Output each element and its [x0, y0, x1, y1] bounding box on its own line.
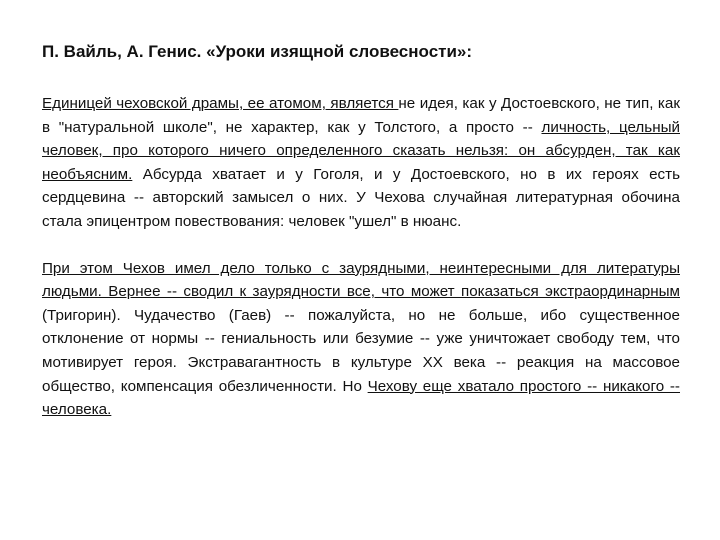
paragraph-2 [42, 257, 680, 422]
paragraph-1-segment-3: личность, цельный человек, про которого ничего определенного сказать нельзя: он абсурден, так как необъясним. [42, 118, 680, 183]
slide-title: П. Вайль, А. Генис. «Уроки изящной словесности»: [42, 42, 473, 61]
paragraph-1 [42, 92, 680, 234]
paragraph-2-segment-3: Чехову еще хватало простого -- никакого -- человека. [42, 377, 680, 419]
paragraph-1-segment-2: не идея, как у Достоевского, не тип, как в "натуральной школе", не характер, как у Толстого, а просто -- [42, 95, 680, 136]
paragraph-1-segment-4: Абсурда хватает и у Гоголя, и у Достоевского, но в их героях есть сердцевина -- авторский замысел о них. У Чехова случайная литературная обочина стала эпицентром повествования: человек "ушел" в нюанс. [42, 165, 680, 230]
paragraph-2-segment-1: При этом Чехов имел дело только с заурядными, неинтересными для литературы людьми. Вернее -- сводил к заурядности все, что может показаться экстраординарным [42, 259, 680, 301]
paragraph-2-segment-2: (Тригорин). Чудачество (Гаев) -- пожалуйста, но не больше, ибо существенное отклонение от нормы -- гениальность или безумие -- уже уничтожает свободу тем, что мотивирует героя. Экстравагантность в культуре XX века -- реакция на массовое общество, компенсация обезличенности. Но [42, 306, 680, 395]
paragraph-1-segment-1: Единицей чеховской драмы, ее атомом, является [42, 95, 399, 112]
